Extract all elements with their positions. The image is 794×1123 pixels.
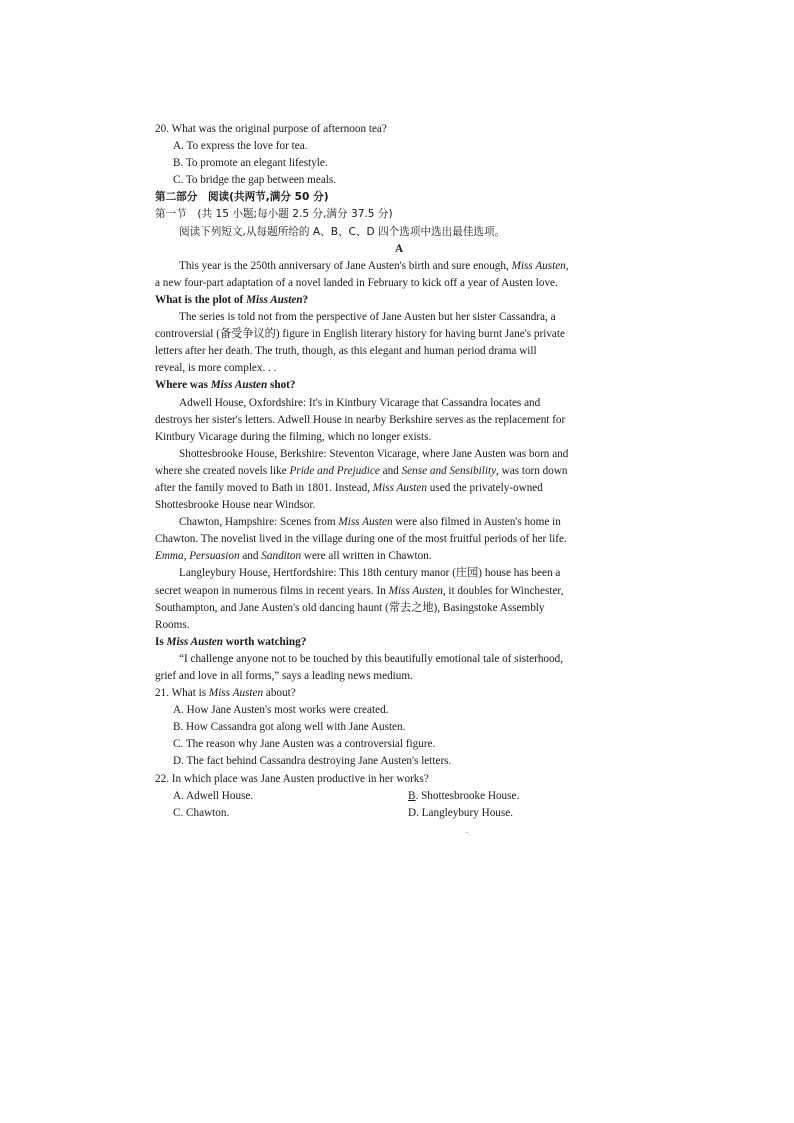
reading-instruction: 阅读下列短文,从每题所给的 A、B、C、D 四个选项中选出最佳选项。 [179,225,506,238]
intro-line-2: a new four-part adaptation of a novel landed in February to kick off a year of Austen love. [155,276,558,289]
page-content [155,121,643,822]
question-22-option-c: C. Chawton. [173,806,230,819]
question-22-option-a: A. Adwell House. [173,789,254,802]
question-22 [155,771,643,822]
question-21 [155,685,643,770]
heading-worth-watching: Is Miss Austen worth watching? [155,635,307,648]
paragraph-langleybury: Langleybury House, Hertfordshire: This 18th century manor (庄园) house has been a secret weapon in numerous films in recent years. In Miss Austen, it doubles for Winchester, Southampton, and Jane Austen's old dancing haunt (常去之地), Basingstoke Assembly Rooms. [155,567,564,631]
question-21-option-b: B. How Cassandra got along well with Jane Austen. [173,721,406,734]
paragraph-plot: The series is told not from the perspective of Jane Austen but her sister Cassandra, a controversial (备受争议的) figure in English literary history for having burnt Jane's private letters after her death. The truth, though, as this elegant and human period drama will reveal, is more complex. . . [155,311,565,375]
question-20 [155,121,643,189]
question-21-option-d: D. The fact behind Cassandra destroying Jane Austen's letters. [173,755,452,768]
question-21-option-a: A. How Jane Austen's most works were created. [173,704,389,717]
passage-letter: A [394,242,404,255]
section-1-heading: 第一节 (共 15 小题;每小题 2.5 分,满分 37.5 分) [155,208,393,221]
question-22-option-b: B. Shottesbrooke House. [408,789,520,802]
intro-line-1: This year is the 250th anniversary of Jane Austen's birth and sure enough, Miss Austen, [179,259,569,272]
question-20-option-c: C. To bridge the gap between meals. [173,174,337,187]
passage-intro [155,258,643,292]
heading-location: Where was Miss Austen shot? [155,379,296,392]
question-22-stem: 22. In which place was Jane Austen productive in her works? [155,772,429,785]
question-20-option-b: B. To promote an elegant lifestyle. [173,157,328,170]
paragraph-shottesbrooke: Shottesbrooke House, Berkshire: Steventon Vicarage, where Jane Austen was born and where she created novels like Pride and Prejudice and Sense and Sensibility, was torn down after the family moved to Bath in 1801. Instead, Miss Austen used the privately-owned Shottesbrooke House near Windsor. [155,447,569,512]
scan-speck [466,832,468,833]
paragraph-review: “I challenge anyone not to be touched by this beautifully emotional tale of sisterhood, grief and love in all forms,” says a leading news medium. [155,652,563,682]
question-20-stem: 20. What was the original purpose of afternoon tea? [155,123,387,135]
question-22-option-d: D. Langleybury House. [408,806,514,819]
heading-plot: What is the plot of Miss Austen? [155,293,309,306]
part-2-heading: 第二部分 阅读(共两节,满分 50 分) [155,191,329,204]
paragraph-chawton: Chawton, Hampshire: Scenes from Miss Austen were also filmed in Austen's home in Chawton. The novelist lived in the village during one of the most fruitful periods of her life. Emma, Persuasion and Sanditon were all written in Chawton. [155,516,567,563]
question-20-option-a: A. To express the love for tea. [173,140,308,153]
paragraph-adwell: Adwell House, Oxfordshire: It's in Kintbury Vicarage that Cassandra locates and destroys her sister's letters. Adwell House in nearby Berkshire serves as the replacement for Kintbury Vicarage during the filming, which no longer exists. [155,396,566,443]
question-21-stem: 21. What is Miss Austen about? [155,687,296,700]
series-title: Miss Austen [511,259,566,272]
question-21-option-c: C. The reason why Jane Austen was a controversial figure. [173,738,436,751]
